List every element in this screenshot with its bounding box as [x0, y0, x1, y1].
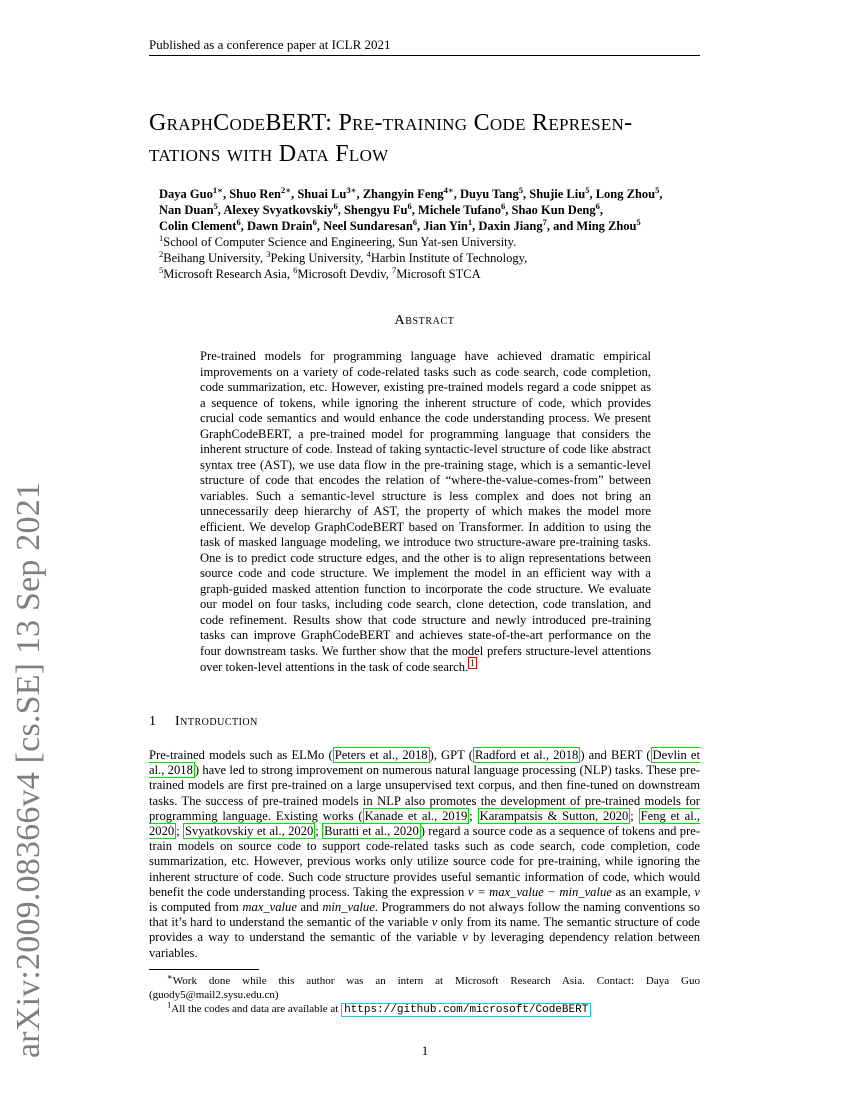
author-name: Nan Duan [159, 203, 214, 217]
citation-link[interactable]: Feng et al., 2020 [149, 808, 701, 839]
affiliation: Microsoft Devdiv, [297, 267, 392, 281]
author-name: Shengyu Fu [343, 203, 408, 217]
section-number: 1 [149, 714, 157, 729]
affil-sup: 7 [392, 264, 397, 275]
text: ; [176, 824, 184, 839]
text: as an example, [611, 884, 695, 899]
math-variable: min_value [322, 900, 375, 915]
affil-sup: 3 [266, 248, 271, 259]
citation-link[interactable]: Kanade et al., 2019 [364, 808, 468, 823]
author-line-2: Nan Duan$^5$, Alexey Svyatkovskiy$^6$, Shengyu Fu$^6$, Michele Tufano$^6$, Shao Kun Deng$^6$, [159, 200, 603, 217]
author-line-3: Colin Clement$^6$, Dawn Drain$^6$, Neel Sundaresan$^6$, Jian Yin$^1$, Daxin Jiang$^7$, and Ming Zhou$^5$ [159, 216, 641, 233]
author-name: Shuo Ren [229, 187, 281, 201]
affil-sup: 1 [159, 232, 164, 243]
text: and [296, 900, 323, 915]
math-variable: v [431, 915, 438, 930]
affiliation-line-2 [159, 250, 739, 266]
running-header: Published as a conference paper at ICLR 2021 [149, 37, 700, 56]
author-sup: 6 [236, 216, 241, 227]
text: ), GPT ( [429, 748, 473, 762]
text: is computed from [149, 900, 243, 915]
text: ; [630, 808, 639, 823]
footnote-star [149, 971, 700, 1002]
math-variable: max_value [242, 900, 297, 915]
affiliation: Harbin Institute of Technology, [370, 251, 528, 265]
citation-link[interactable]: Buratti et al., 2020 [324, 824, 419, 839]
footnote-text: Work done while this author was an intern at Microsoft Research Asia. Contact: Daya Guo (guody5@mail2.sysu.edu.cn) [149, 975, 700, 1001]
footnote-one [149, 999, 700, 1017]
affil-sup: 6 [293, 264, 298, 275]
author-name: Zhangyin Feng [362, 187, 444, 201]
author-name: and Ming Zhou [553, 219, 637, 233]
author-name: Dawn Drain [246, 219, 313, 233]
footnotes [149, 971, 700, 1017]
author-name: Jian Yin [423, 219, 468, 233]
page-number: 1 [421, 1043, 429, 1058]
author-name: Shuai Lu [297, 187, 347, 201]
author-sup: 6 [333, 200, 338, 211]
author-sup: 5 [213, 200, 218, 211]
affiliation: Microsoft STCA [396, 267, 481, 281]
text: . Programmers do not always follow the naming conventions so that it’s hard to understand the semantic of the variable [149, 900, 700, 930]
affiliation: Peking University, [270, 251, 367, 265]
footnote-rule [149, 969, 259, 970]
affil-sup: 5 [159, 264, 164, 275]
footnote-text: All the codes and data are available at [171, 1003, 342, 1015]
abstract-body [200, 349, 651, 676]
text: only from its name. The semantic structure of code provides a way to understand the semantic of the variable [149, 915, 700, 945]
section-title: Introduction [175, 714, 258, 729]
author-name: Daya Guo [159, 187, 213, 201]
author-name: Neel Sundaresan [323, 219, 413, 233]
math-variable: v [462, 930, 468, 945]
author-list [159, 186, 739, 234]
citation-link[interactable]: Peters et al., 2018 [334, 748, 428, 762]
affiliation: Beihang University, [163, 251, 267, 265]
author-sup: 4∗ [443, 184, 454, 195]
author-sup: 5 [655, 184, 660, 195]
author-name: Shao Kun Deng [511, 203, 596, 217]
footnote-mark: ∗ [167, 971, 173, 982]
abstract-text: Pre-trained models for programming language have achieved dramatic empirical improvements on a variety of code-related tasks such as code search, code completion, code summarization, etc. However, existing pre-trained models regard a code snippet as a sequence of tokens, while ignoring the inherent structure of code, which provides crucial code semantics and would enhance the code understanding process. We present GraphCodeBERT, a pre-trained model for programming language that considers the inherent structure of code. Instead of taking syntactic-level structure of code like abstract syntax tree (AST), we use data flow in the pre-training stage, which is a semantic-level structure of code that encodes the relation of “where-the-value-comes-from” between variables. Such a semantic-level structure is less complex and does not bring an unnecessarily deep hierarchy of AST, the property of which makes the model more efficient. We develop GraphCodeBERT based on Transformer. In addition to using the task of masked language modeling, we introduce two structure-aware pre-training tasks. One is to predict code structure edges, and the other is to align representations between source code and code structure. We implement the model in an efficient way with a graph-guided masked attention function to incorporate the code structure. We evaluate our model on four tasks, including code search, clone detection, code translation, and code refinement. Results show that code structure and newly introduced pre-training tasks can improve GraphCodeBERT and achieves state-of-the-art performance on the four downstream tasks. We further show that the model prefers structure-level attentions over token-level attentions in the task of code search. [200, 349, 651, 675]
author-name: Michele Tufano [418, 203, 502, 217]
author-sup: 7 [542, 216, 547, 227]
text: ) have led to strong improvement on numerous natural language processing (NLP) tasks. These pre-trained models are first pre-trained on a large unsupervised text corpus, and then fine-tuned on downstream tasks. The success of pre-trained models in NLP also promotes the development of pre-trained models for programming language. Existing works ( [149, 763, 700, 823]
affiliation: School of Computer Science and Engineering, Sun Yat-sen University. [163, 235, 517, 249]
affiliation-line-1 [159, 234, 739, 250]
author-line-1: Daya Guo$^{1∗}$, Shuo Ren$^{2∗}$, Shuai $Lu^{3∗}$, Zhangyin Feng$^{4∗}$, Duyu Tang$^5$, Shujie Liu$^5$, Long Zhou$^5$, [159, 184, 663, 201]
author-sup: 1 [467, 216, 473, 227]
github-link[interactable]: https://github.com/microsoft/CodeBERT [341, 1003, 591, 1017]
text: ) regard a source code as a sequence of tokens and pre-train models on source code to support code-related tasks such as code search, code completion, code summarization, etc. However, previous works only utilize source code for pre-training, while ignoring the inherent structure of code. Such code structure provides useful semantic information of code, which would benefit the code understanding process. Taking the expression [149, 824, 701, 899]
section-heading [149, 714, 700, 730]
author-sup: 6 [595, 200, 600, 211]
author-sup: 3∗ [346, 184, 357, 195]
paper-title: GraphCodeBERT: Pre-training Code Represen- tations with Data Flow [149, 110, 633, 167]
author-name: Duyu Tang [460, 187, 519, 201]
author-name: Alexey Svyatkovskiy [223, 203, 334, 217]
text: by leveraging dependency relation between variables. [149, 930, 701, 960]
text: Pre-trained models such as ELMo ( [149, 748, 333, 762]
abstract-heading: Abstract [394, 313, 455, 328]
affiliation-line-3 [159, 266, 739, 282]
author-name: Daxin Jiang [478, 219, 543, 233]
author-sup: 5 [518, 184, 524, 195]
text: ; [469, 808, 478, 823]
affil-sup: 4 [366, 248, 371, 259]
author-sup: 6 [412, 216, 418, 227]
author-sup: 6 [501, 200, 506, 211]
author-sup: 6 [312, 216, 317, 227]
citation-link[interactable]: Karampatsis & Sutton, 2020 [479, 808, 629, 823]
author-name: Colin Clement [159, 219, 237, 233]
affil-sup: 2 [159, 248, 164, 259]
author-name: Shujie Liu [529, 187, 586, 201]
footnote-link[interactable]: 1 [470, 658, 475, 668]
author-sup: 6 [407, 200, 412, 211]
author-sup: 5 [585, 184, 590, 195]
text: ) and BERT ( [580, 748, 651, 762]
math-variable: v [694, 884, 700, 899]
citation-link[interactable]: Svyatkovskiy et al., 2020 [185, 824, 314, 839]
intro-paragraph [149, 748, 700, 961]
footnote-mark: 1 [167, 999, 172, 1010]
arxiv-stamp[interactable]: arXiv:2009.08366v4 [cs.SE] 13 Sep 2021 [10, 481, 47, 1058]
affiliation: Microsoft Research Asia, [163, 267, 294, 281]
affiliation-list [159, 234, 739, 282]
author-name: Long Zhou [595, 187, 656, 201]
citation-link[interactable]: Devlin et al., 2018 [149, 748, 701, 778]
author-sup: 5 [636, 216, 641, 227]
math-expression: v = max_value − min_value [467, 884, 612, 899]
text: ; [315, 824, 323, 839]
author-sup: 2∗ [280, 184, 292, 195]
author-sup: 1∗ [212, 184, 223, 195]
citation-link[interactable]: Radford et al., 2018 [474, 748, 579, 762]
